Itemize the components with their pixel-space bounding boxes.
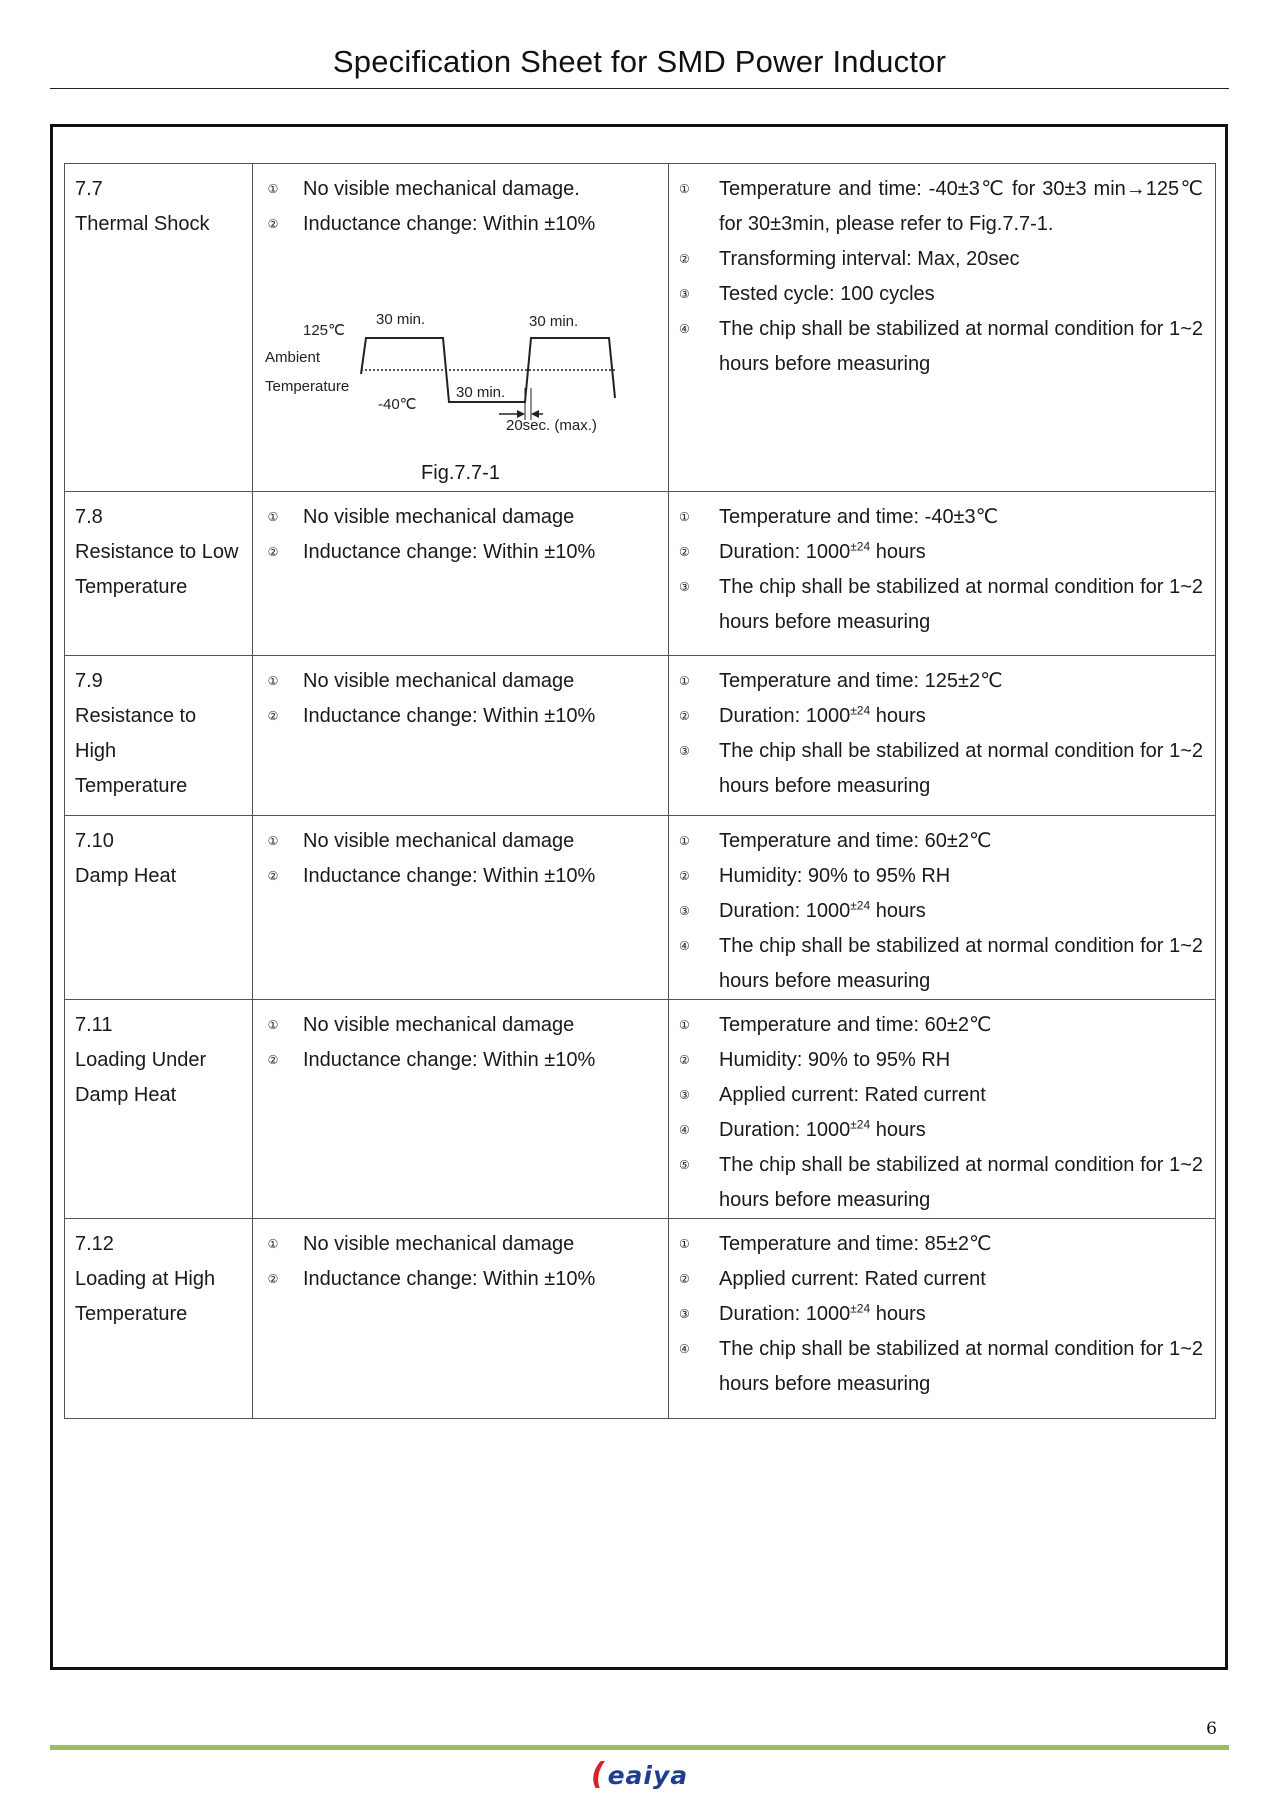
item-text: No visible mechanical damage — [303, 1233, 575, 1255]
list-item — [679, 500, 1205, 535]
item-text: Duration: 1000 — [719, 541, 851, 563]
item-text: Applied current: Rated current — [719, 1084, 986, 1106]
page-title: Specification Sheet for SMD Power Inductor — [332, 44, 947, 79]
circled-number-marker: ③ — [679, 287, 690, 301]
list-item — [679, 1113, 1205, 1148]
circled-number-marker: ④ — [679, 1123, 690, 1137]
circled-number-marker: ② — [679, 545, 690, 559]
requirement-list — [263, 500, 658, 570]
item-name: Damp Heat — [75, 865, 177, 887]
list-item — [679, 824, 1205, 859]
requirement-cell — [253, 164, 669, 492]
circled-number-marker: ① — [679, 510, 690, 524]
circled-number-marker: ① — [679, 834, 690, 848]
list-item — [679, 242, 1205, 277]
item-text: Transforming interval: Max, 20sec — [719, 248, 1020, 270]
circled-number-marker: ① — [679, 674, 690, 688]
list-item — [679, 1008, 1205, 1043]
list-item — [679, 734, 1205, 804]
requirement-cell — [253, 492, 669, 656]
list-item — [679, 1297, 1205, 1332]
circled-number-marker: ④ — [679, 1342, 690, 1356]
list-item — [679, 1043, 1205, 1078]
condition-list — [679, 172, 1205, 382]
list-item — [679, 664, 1205, 699]
table-row — [65, 1219, 1216, 1419]
test-condition-cell — [669, 656, 1216, 816]
item-text: The chip shall be stabilized at normal condition for 1~2 hours before measuring — [719, 1338, 1203, 1395]
test-condition-cell — [669, 164, 1216, 492]
condition-list — [679, 1227, 1205, 1402]
item-name: Loading Under Damp Heat — [75, 1049, 207, 1106]
test-item-cell — [65, 164, 253, 492]
test-item-cell — [65, 816, 253, 1000]
item-number: 7.10 — [75, 830, 114, 852]
thermal-shock-profile-diagram — [263, 248, 663, 458]
table-row — [65, 164, 1216, 492]
tolerance-superscript: ±24 — [850, 703, 871, 718]
list-item — [679, 859, 1205, 894]
list-item — [679, 929, 1205, 999]
item-text: Inductance change: Within ±10% — [303, 1268, 596, 1290]
circled-number-marker: ② — [267, 1272, 279, 1286]
condition-list — [679, 664, 1205, 804]
test-item-cell — [65, 492, 253, 656]
hot-dwell-time-label: 30 min. — [529, 313, 579, 330]
circled-number-marker: ① — [679, 1018, 690, 1032]
circled-number-marker: ③ — [679, 580, 690, 594]
tolerance-superscript: ±24 — [850, 1117, 871, 1132]
condition-list — [679, 500, 1205, 640]
item-text-suffix: hours — [870, 541, 926, 563]
item-text: Applied current: Rated current — [719, 1268, 986, 1290]
item-number: 7.12 — [75, 1233, 114, 1255]
temperature-label: Temperature — [265, 378, 350, 395]
item-text: Duration: 1000 — [719, 705, 851, 727]
item-text-suffix: hours — [870, 1303, 926, 1325]
list-item — [263, 664, 658, 699]
item-name: Loading at High Temperature — [75, 1268, 216, 1325]
cold-dwell-time-label: 30 min. — [456, 384, 506, 401]
list-item — [679, 1227, 1205, 1262]
test-condition-cell — [669, 816, 1216, 1000]
list-item — [263, 699, 658, 734]
list-item — [679, 172, 1205, 242]
item-text: Temperature and time: -40±3℃ — [719, 506, 999, 528]
circled-number-marker: ③ — [679, 1307, 690, 1321]
test-item-cell — [65, 656, 253, 816]
circled-number-marker: ④ — [679, 322, 690, 336]
item-text-suffix: hours — [870, 705, 926, 727]
thermal-shock-figure — [263, 248, 663, 458]
circled-number-marker: ② — [267, 1053, 279, 1067]
tolerance-superscript: ±24 — [850, 539, 871, 554]
ambient-label: Ambient — [265, 349, 321, 366]
table-row — [65, 656, 1216, 816]
item-text: Inductance change: Within ±10% — [303, 865, 596, 887]
list-item — [263, 1227, 658, 1262]
item-text: No visible mechanical damage — [303, 670, 575, 692]
requirement-cell — [253, 1219, 669, 1419]
item-text: Duration: 1000 — [719, 1303, 851, 1325]
table-row — [65, 816, 1216, 1000]
condition-list — [679, 1008, 1205, 1218]
circled-number-marker: ① — [267, 1018, 279, 1032]
item-text: The chip shall be stabilized at normal condition for 1~2 hours before measuring — [719, 1154, 1203, 1211]
item-text: Inductance change: Within ±10% — [303, 705, 596, 727]
circled-number-marker: ① — [267, 510, 279, 524]
list-item — [263, 824, 658, 859]
tolerance-superscript: ±24 — [850, 1301, 871, 1316]
item-name: Thermal Shock — [75, 213, 210, 235]
requirement-list — [263, 824, 658, 894]
figure-caption: Fig.7.7-1 — [421, 462, 500, 484]
item-text: Duration: 1000 — [719, 900, 851, 922]
table-row — [65, 492, 1216, 656]
item-text-suffix: hours — [870, 1119, 926, 1141]
item-text: Inductance change: Within ±10% — [303, 1049, 596, 1071]
logo-text: eaiya — [607, 1761, 689, 1790]
list-item — [679, 1332, 1205, 1402]
item-text-suffix: hours — [870, 900, 926, 922]
list-item — [263, 1008, 658, 1043]
item-text: Temperature and time: 60±2℃ — [719, 1014, 992, 1036]
item-number: 7.9 — [75, 670, 103, 692]
requirement-list — [263, 1227, 658, 1297]
item-text: Inductance change: Within ±10% — [303, 213, 596, 235]
list-item — [679, 1148, 1205, 1218]
test-condition-cell — [669, 1219, 1216, 1419]
circled-number-marker: ④ — [679, 939, 690, 953]
circled-number-marker: ① — [267, 674, 279, 688]
circled-number-marker: ① — [679, 1237, 690, 1251]
tolerance-superscript: ±24 — [850, 898, 871, 913]
logo-swoosh-icon: ( — [590, 1757, 606, 1792]
circled-number-marker: ② — [267, 217, 279, 231]
spec-table — [64, 163, 1216, 1419]
list-item — [263, 1043, 658, 1078]
requirement-cell — [253, 656, 669, 816]
list-item — [263, 172, 658, 207]
circled-number-marker: ① — [267, 1237, 279, 1251]
company-logo — [0, 1757, 1279, 1792]
item-text: The chip shall be stabilized at normal condition for 1~2 hours before measuring — [719, 740, 1203, 797]
transfer-interval-label: 20sec. (max.) — [506, 417, 597, 434]
requirement-list — [263, 664, 658, 734]
circled-number-marker: ② — [267, 545, 279, 559]
table-row — [65, 1000, 1216, 1219]
list-item — [263, 1262, 658, 1297]
list-item — [679, 1078, 1205, 1113]
circled-number-marker: ② — [679, 1272, 690, 1286]
title-divider — [50, 88, 1229, 89]
item-text: Inductance change: Within ±10% — [303, 541, 596, 563]
list-item — [679, 699, 1205, 734]
item-number: 7.7 — [75, 178, 103, 200]
circled-number-marker: ② — [679, 709, 690, 723]
item-text: The chip shall be stabilized at normal condition for 1~2 hours before measuring — [719, 318, 1203, 375]
list-item — [679, 1262, 1205, 1297]
list-item — [679, 277, 1205, 312]
item-text: No visible mechanical damage. — [303, 178, 580, 200]
test-condition-cell — [669, 492, 1216, 656]
item-text: Temperature and time: 125±2℃ — [719, 670, 1003, 692]
circled-number-marker: ③ — [679, 1088, 690, 1102]
circled-number-marker: ② — [679, 1053, 690, 1067]
item-text: Temperature and time: 85±2℃ — [719, 1233, 992, 1255]
circled-number-marker: ② — [267, 869, 279, 883]
circled-number-marker: ① — [267, 834, 279, 848]
circled-number-marker: ① — [679, 182, 690, 196]
test-item-cell — [65, 1219, 253, 1419]
hot-temperature-label: 125℃ — [303, 322, 345, 339]
item-text: No visible mechanical damage — [303, 830, 575, 852]
list-item — [679, 570, 1205, 640]
circled-number-marker: ① — [267, 182, 279, 196]
test-condition-cell — [669, 1000, 1216, 1219]
test-item-cell — [65, 1000, 253, 1219]
requirement-cell — [253, 816, 669, 1000]
item-text: The chip shall be stabilized at normal condition for 1~2 hours before measuring — [719, 935, 1203, 992]
circled-number-marker: ⑤ — [679, 1158, 690, 1172]
item-text: Temperature and time: -40±3℃ for 30±3 min→125℃ for 30±3min, please refer to Fig.7.7-1. — [719, 178, 1203, 235]
item-text: Humidity: 90% to 95% RH — [719, 1049, 951, 1071]
footer-divider — [50, 1745, 1229, 1750]
item-text: No visible mechanical damage — [303, 1014, 575, 1036]
circled-number-marker: ③ — [679, 744, 690, 758]
circled-number-marker: ③ — [679, 904, 690, 918]
page-number: 6 — [1206, 1719, 1217, 1739]
circled-number-marker: ② — [679, 252, 690, 266]
item-number: 7.8 — [75, 506, 103, 528]
cold-temperature-label: -40℃ — [378, 396, 417, 413]
circled-number-marker: ② — [679, 869, 690, 883]
item-text: Temperature and time: 60±2℃ — [719, 830, 992, 852]
item-text: The chip shall be stabilized at normal condition for 1~2 hours before measuring — [719, 576, 1203, 633]
requirement-cell — [253, 1000, 669, 1219]
list-item — [679, 894, 1205, 929]
item-text: Tested cycle: 100 cycles — [719, 283, 935, 305]
list-item — [263, 207, 658, 242]
requirement-list — [263, 1008, 658, 1078]
item-text: No visible mechanical damage — [303, 506, 575, 528]
item-number: 7.11 — [75, 1014, 113, 1036]
list-item — [679, 535, 1205, 570]
requirement-list — [263, 172, 658, 242]
condition-list — [679, 824, 1205, 999]
list-item — [263, 535, 658, 570]
item-name: Resistance to Low Temperature — [75, 541, 239, 598]
item-name: Resistance to High Temperature — [75, 705, 197, 797]
hot-dwell-time-label: 30 min. — [376, 311, 426, 328]
item-text: Duration: 1000 — [719, 1119, 851, 1141]
spec-table-body — [65, 164, 1216, 1419]
list-item — [263, 859, 658, 894]
list-item — [679, 312, 1205, 382]
circled-number-marker: ② — [267, 709, 279, 723]
item-text: Humidity: 90% to 95% RH — [719, 865, 951, 887]
list-item — [263, 500, 658, 535]
